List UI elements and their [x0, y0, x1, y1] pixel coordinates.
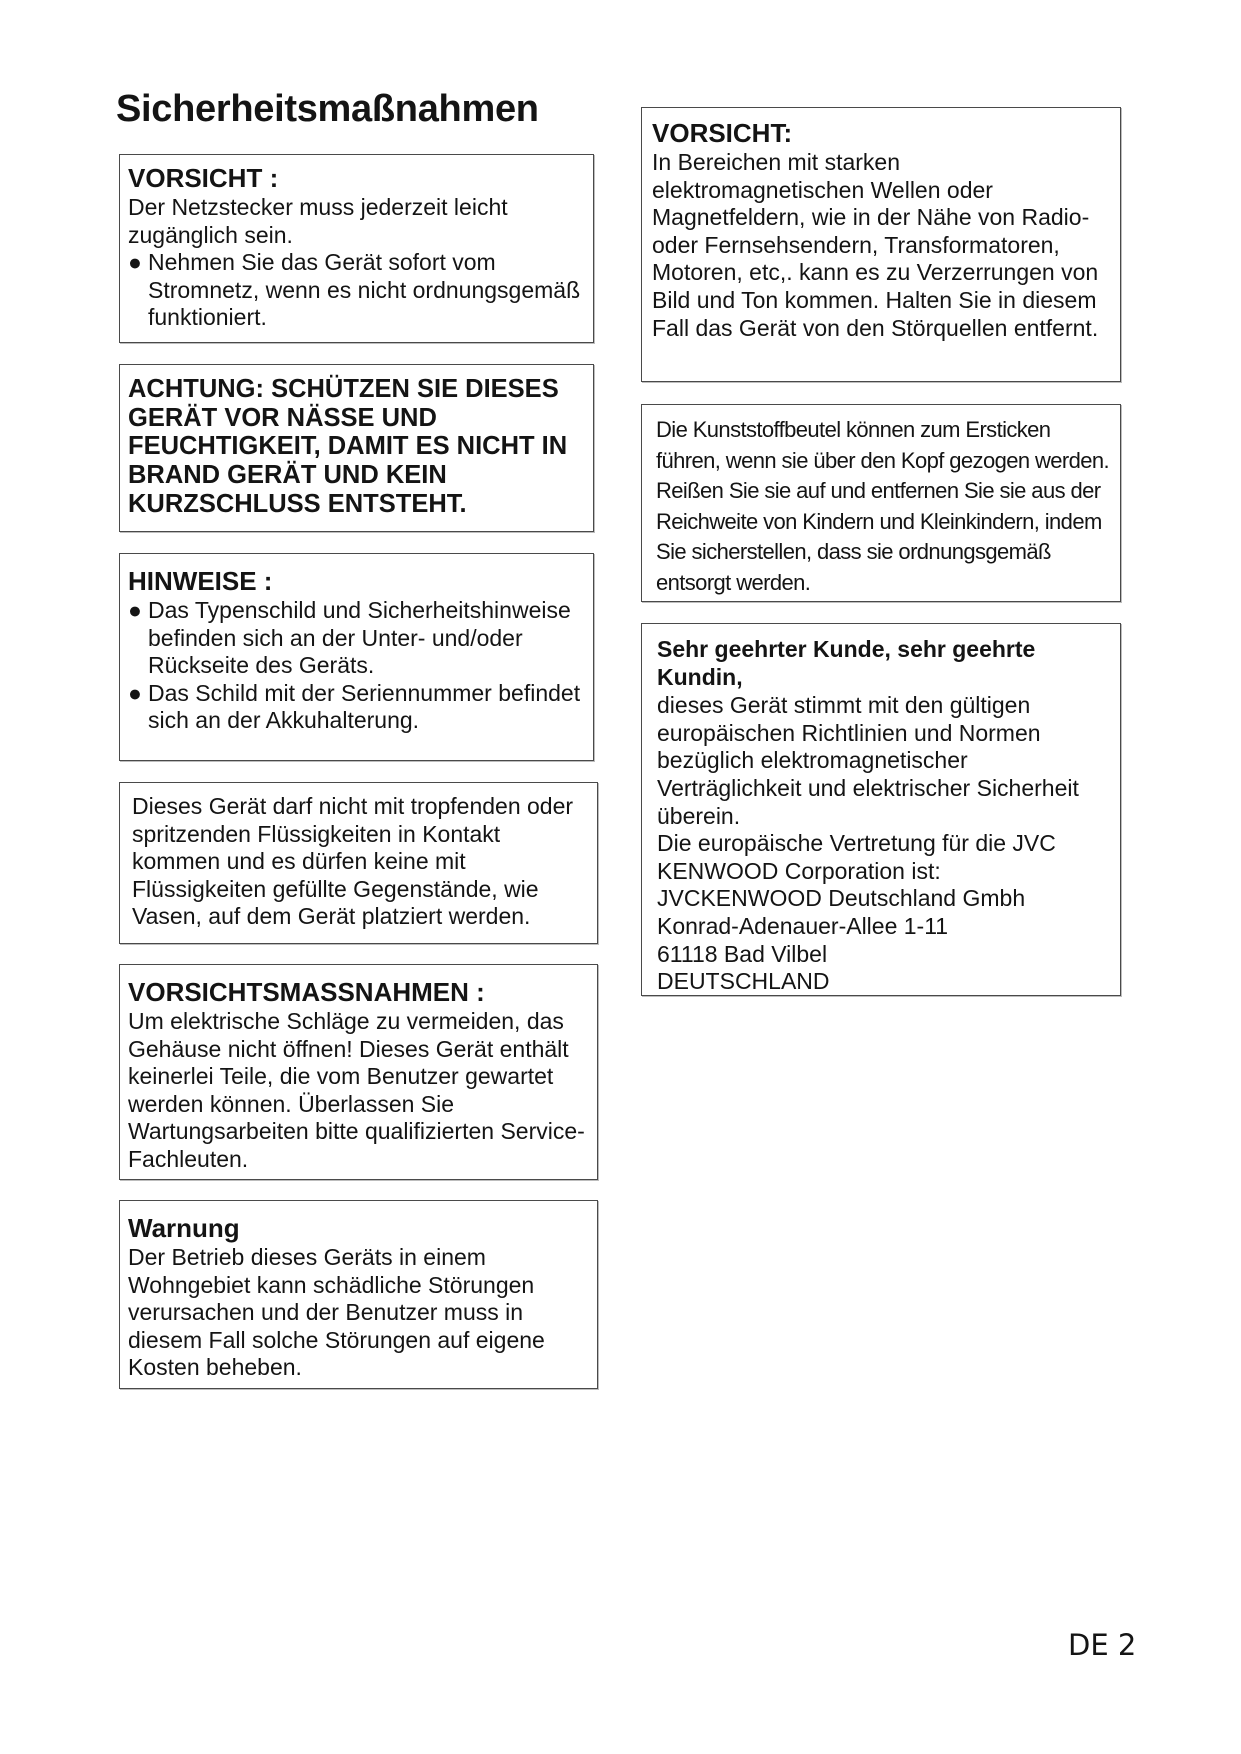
vorsicht-wellen-box — [641, 107, 1121, 382]
vorsichtsmassnahmen-text: Um elektrische Schläge zu vermeiden, das Gehäuse nicht öffnen! Dieses Gerät enthält keinerlei Teile, die vom Benutzer gewartet werden können. Überlassen Sie Wartungsarbeiten bitte qualifizierten Service-Fachleuten. — [128, 1008, 585, 1172]
hinweise-bullet — [128, 597, 585, 680]
address-line: DEUTSCHLAND — [657, 968, 830, 995]
kunde-vertretung: Die europäische Vertretung für die JVC KENWOOD Corporation ist: — [657, 830, 1056, 884]
kunststoff-box — [641, 404, 1121, 602]
vorsicht-wellen-text: In Bereichen mit starken elektromagnetischen Wellen oder Magnetfeldern, wie in der Nähe von Radio- oder Fernsehsendern, Transformatoren, Motoren, etc,. kann es zu Verzerrungen von Bild und Ton kommen. Halten Sie in diesem Fall das Gerät von den Störquellen entfernt. — [652, 149, 1099, 341]
vorsicht-bullet-text: Nehmen Sie das Gerät sofort vom Stromnetz, wenn es nicht ordnungsgemäß funktioniert. — [148, 249, 581, 331]
address-line: JVCKENWOOD Deutschland Gmbh — [657, 885, 1026, 912]
address-line: 61118 Bad Vilbel — [657, 940, 828, 967]
vorsicht-heading: VORSICHT : — [128, 163, 279, 193]
address-line: Konrad-Adenauer-Allee 1-11 — [657, 912, 949, 939]
kunststoff-text: Die Kunststoffbeutel können zum Ersticken führen, wenn sie über den Kopf gezogen werden. Reißen Sie sie auf und entfernen Sie sie aus der Reichweite von Kindern und Kleinkindern, indem Sie sicherstellen, dass sie ordnungsgemäß entsorgt werden. — [656, 417, 1110, 595]
kunde-text: dieses Gerät stimmt mit den gültigen europäischen Richtlinien und Normen bezüglich elektromagnetischer Verträglichkeit und elektrischer Sicherheit überein. — [657, 692, 1079, 829]
warnung-heading: Warnung — [128, 1213, 240, 1243]
vorsicht-wellen-heading: VORSICHT: — [652, 118, 793, 148]
kunde-box — [641, 623, 1121, 996]
vorsicht-text: Der Netzstecker muss jederzeit leicht zugänglich sein. — [128, 194, 508, 248]
achtung-box — [119, 364, 594, 532]
bullet-icon: ● — [128, 679, 142, 706]
page-title: Sicherheitsmaßnahmen — [116, 88, 539, 130]
hinweise-box — [119, 553, 594, 761]
vorsichtsmassnahmen-heading: VORSICHTSMASSNAHMEN : — [128, 977, 485, 1007]
vorsicht-box — [119, 154, 594, 343]
bullet-icon: ● — [128, 597, 142, 623]
bullet-icon: ● — [128, 249, 142, 276]
hinweise-heading: HINWEISE : — [128, 566, 273, 596]
vorsicht-bullet — [128, 249, 585, 332]
fluessigkeit-box — [119, 782, 598, 944]
achtung-text: ACHTUNG: SCHÜTZEN SIE DIESES GERÄT VOR NÄSSE UND FEUCHTIGKEIT, DAMIT ES NICHT IN BRAND GERÄT UND KEIN KURZSCHLUSS ENTSTEHT. — [128, 375, 568, 518]
kunde-heading: Sehr geehrter Kunde, sehr geehrte Kundin, — [657, 636, 1036, 690]
fluessigkeit-text: Dieses Gerät darf nicht mit tropfenden oder spritzenden Flüssigkeiten in Kontakt kommen und es dürfen keine mit Flüssigkeiten gefüllte Gegenstände, wie Vasen, auf dem Gerät platziert werden. — [132, 793, 574, 930]
hinweise-bullet-text: Das Typenschild und Sicherheitshinweise befinden sich an der Unter- und/oder Rückseite des Geräts. — [148, 597, 571, 679]
vorsichtsmassnahmen-box — [119, 964, 598, 1180]
hinweise-bullet — [128, 680, 585, 735]
page-number: DE 2 — [1068, 1628, 1137, 1662]
warnung-box — [119, 1200, 598, 1389]
warnung-text: Der Betrieb dieses Geräts in einem Wohngebiet kann schädliche Störungen verursachen und der Benutzer muss in diesem Fall solche Störungen auf eigene Kosten beheben. — [128, 1244, 545, 1381]
hinweise-bullet-text: Das Schild mit der Seriennummer befindet sich an der Akkuhalterung. — [148, 679, 581, 734]
